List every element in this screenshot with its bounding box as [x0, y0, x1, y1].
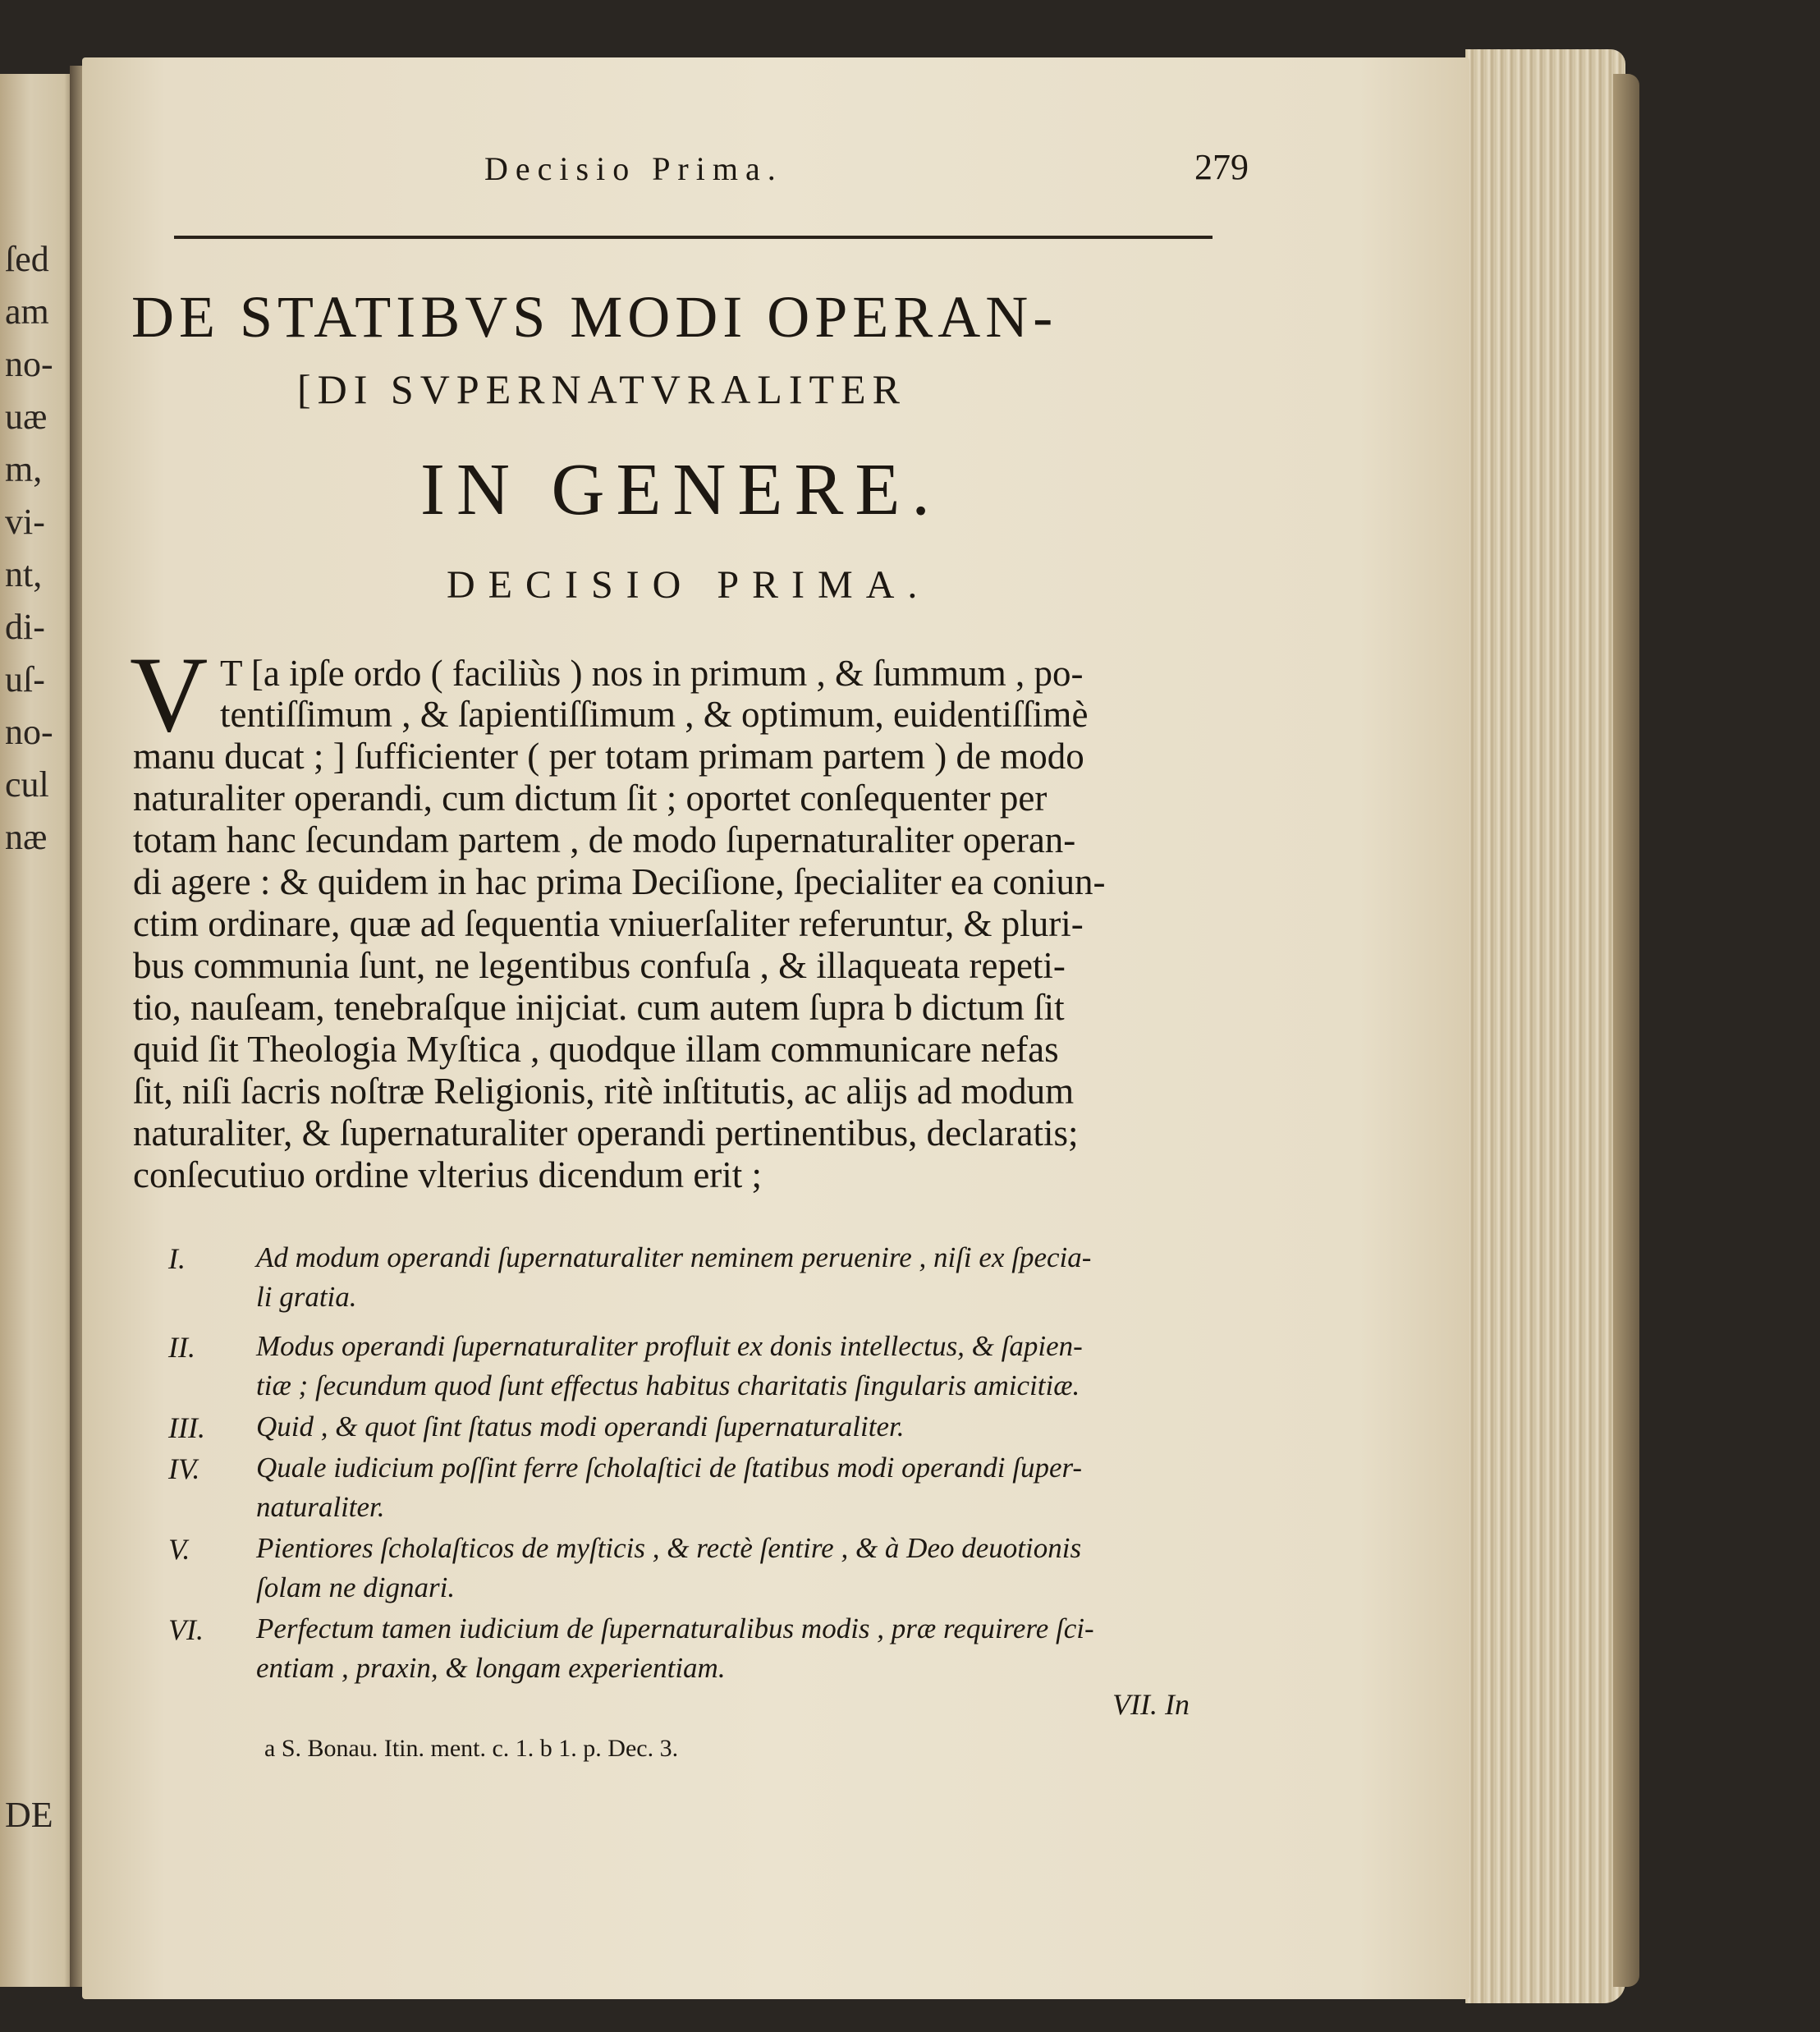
item-line: Quid , & quot ſint ſtatus modi operandi ſupernaturaliter. — [256, 1410, 905, 1443]
footnote: a S. Bonau. Itin. ment. c. 1. b 1. p. Dec. 3. — [264, 1735, 679, 1762]
item-line: ſolam ne dignari. — [256, 1571, 456, 1603]
left-page-fragment: uſ- — [5, 659, 45, 700]
left-page-fragment: di- — [5, 607, 45, 647]
body-line: naturaliter, & ſupernaturaliter operandi pertinentibus, declaratis; — [133, 1112, 1079, 1154]
item-number: II. — [168, 1331, 195, 1364]
book-cover-edge — [1613, 74, 1639, 1987]
title-line-2: [DI SVPERNATVRALITER — [297, 366, 906, 412]
left-page-fragment: m, — [5, 449, 43, 489]
body-line: ctim ordinare, quæ ad ſequentia vniuerſaliter referuntur, & pluri- — [133, 903, 1084, 944]
item-line: naturaliter. — [256, 1491, 385, 1523]
body-line: totam hanc ſecundam partem , de modo ſupernaturaliter operan- — [133, 819, 1076, 860]
item-line: tiæ ; ſecundum quod ſunt effectus habitus charitatis ſingularis amicitiæ. — [256, 1369, 1080, 1401]
left-page-fragment: no- — [5, 344, 53, 384]
body-line: tentiſſimum , & ſapientiſſimum , & optimum, euidentiſſimè — [220, 694, 1089, 735]
left-page-fragment: næ — [5, 817, 48, 857]
left-page-fragment: cul — [5, 764, 49, 805]
title-line-1: DE STATIBVS MODI OPERAN- — [131, 284, 1058, 350]
body-line: di agere : & quidem in hac prima Deciſione, ſpecialiter ea coniun- — [133, 861, 1106, 902]
left-page-fragment: ſed — [5, 239, 49, 279]
body-line: quid ſit Theologia Myſtica , quodque illam communicare nefas — [133, 1029, 1059, 1070]
item-line: Ad modum operandi ſupernaturaliter neminem peruenire , niſi ex ſpecia- — [256, 1241, 1092, 1273]
body-line: conſecutiuo ordine vlterius dicendum erit ; — [133, 1154, 763, 1195]
section-heading: DECISIO PRIMA. — [447, 563, 931, 607]
item-line: Perfectum tamen iudicium de ſupernaturalibus modis , præ requirere ſci- — [256, 1612, 1094, 1644]
page-fore-edge — [1465, 49, 1625, 2003]
header-rule — [174, 236, 1213, 239]
body-line: bus communia ſunt, ne legentibus confuſa , & illaqueata repeti- — [133, 945, 1066, 986]
item-number: I. — [168, 1242, 186, 1275]
item-line: entiam , praxin, & longam experientiam. — [256, 1652, 726, 1684]
left-page-fragment: DE — [5, 1795, 53, 1835]
body-line: naturaliter operandi, cum dictum ſit ; oportet conſequenter per — [133, 777, 1048, 819]
left-page-fragment: vi- — [5, 502, 45, 542]
left-page-fragment: nt, — [5, 554, 43, 594]
running-head: Decisio Prima. — [484, 150, 783, 187]
item-number: III. — [168, 1411, 205, 1444]
left-page-edge — [0, 74, 76, 1987]
item-number: V. — [168, 1533, 190, 1566]
page-number: 279 — [1194, 147, 1249, 187]
item-line: Pientiores ſcholaſticos de myſticis , & rectè ſentire , & à Deo deuotionis — [256, 1532, 1082, 1564]
catchword: VII. In — [1112, 1688, 1190, 1721]
left-page-fragment: uæ — [5, 397, 48, 437]
item-number: VI. — [168, 1613, 204, 1646]
item-line: li gratia. — [256, 1281, 357, 1313]
body-line: T [a ipſe ordo ( faciliùs ) nos in primum , & ſummum , po- — [220, 653, 1084, 694]
body-line: ſit, niſi ſacris noſtræ Religionis, ritè inſtitutis, ac alijs ad modum — [133, 1071, 1075, 1112]
left-page-fragment: am — [5, 291, 49, 332]
title-line-3: IN GENERE. — [420, 449, 942, 530]
body-line: tio, nauſeam, tenebraſque inijciat. cum autem ſupra b dictum ſit — [133, 987, 1065, 1028]
body-line: manu ducat ; ] ſufficienter ( per totam primam partem ) de modo — [133, 736, 1084, 777]
left-page-fragment: no- — [5, 712, 53, 752]
drop-cap: V — [130, 634, 209, 755]
item-line: Quale iudicium poſſint ferre ſcholaſtici de ſtatibus modi operandi ſuper- — [256, 1452, 1083, 1484]
item-number: IV. — [168, 1452, 200, 1485]
item-line: Modus operandi ſupernaturaliter profluit ex donis intellectus, & ſapien- — [256, 1330, 1083, 1362]
